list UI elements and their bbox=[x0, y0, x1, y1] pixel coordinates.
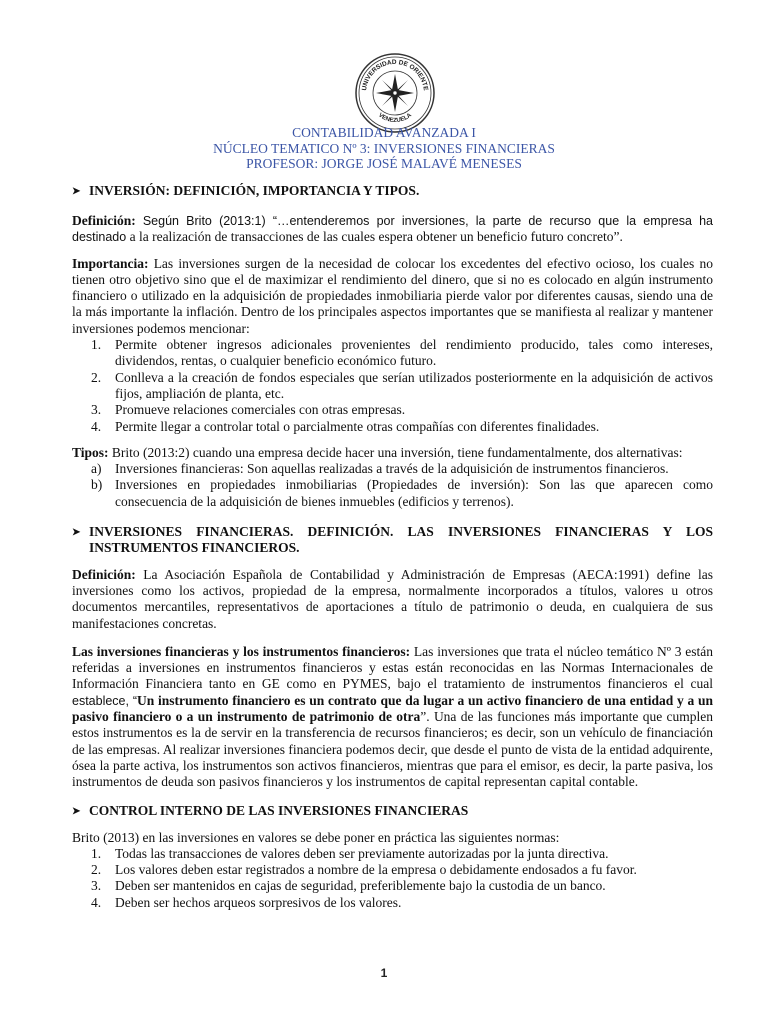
document-header bbox=[0, 125, 768, 172]
list-item bbox=[72, 402, 713, 418]
topic-title: NÚCLEO TEMATICO Nº 3: INVERSIONES FINANCIERAS bbox=[213, 140, 555, 156]
definition-label: Definición: bbox=[72, 566, 136, 582]
types-label: Tipos: bbox=[72, 444, 109, 460]
course-title: CONTABILIDAD AVANZADA I bbox=[292, 125, 476, 140]
instruments-paragraph bbox=[72, 644, 713, 791]
control-list bbox=[72, 846, 713, 911]
arrow-bullet-icon: ➤ bbox=[72, 527, 81, 539]
list-item-number: 1. bbox=[91, 845, 102, 861]
list-item bbox=[72, 895, 713, 911]
definition-paragraph bbox=[72, 567, 713, 632]
instruments-label: Las inversiones financieras y los instrumentos financieros: bbox=[72, 643, 411, 659]
section-title: INVERSIÓN: DEFINICIÓN, IMPORTANCIA Y TIPOS. bbox=[89, 183, 420, 198]
instruments-text-continued: ”. Una de las funciones más importante que cumplen estos instrumentos es la de servir en la transferencia de recursos financieros; es decir, son un vehículo de financiación de las empresas. Al realizar inversiones financiera podemos decir, que desde el punto de vista de la entidad adquirente, ósea la parte activa, los instrumentos son activos financieros, mientras que para el emisor, es decir, la parte pasiva, los instrumentos de deuda son pasivos financieros y los instrumentos de capital representan capital contable. bbox=[72, 709, 713, 790]
arrow-bullet-icon: ➤ bbox=[72, 805, 81, 817]
list-item-text: Todas las transacciones de valores deben ser previamente autorizadas por la junta directiva. bbox=[115, 845, 609, 861]
list-item bbox=[72, 419, 713, 435]
list-item bbox=[72, 862, 713, 878]
university-seal-icon bbox=[354, 52, 436, 134]
list-item bbox=[72, 337, 713, 370]
control-intro: Brito (2013) en las inversiones en valores se debe poner en práctica las siguientes normas: bbox=[72, 829, 560, 845]
instruments-text-sans: establece, “ bbox=[72, 693, 137, 708]
list-item-number: 1. bbox=[91, 337, 102, 353]
list-item bbox=[72, 878, 713, 894]
importance-list bbox=[72, 337, 713, 435]
list-item-text: Deben ser mantenidos en cajas de seguridad, preferiblemente bajo la custodia de un banco. bbox=[115, 878, 606, 894]
section-heading bbox=[72, 803, 713, 820]
list-item-text: Permite llegar a controlar total o parcialmente otras compañías con diferentes finalidades. bbox=[115, 418, 600, 434]
importance-text: Las inversiones surgen de la necesidad de colocar los excedentes del efectivo ocioso, los cuales no tienen otro objetivo sino que el de maximizar el rendimiento del dinero, que si no es colocado en algún instrumento financiero o utilizado en la adquisición de propiedades inmobiliaria pierde valor por diferentes causas, siendo una de la más importante la inflación. Dentro de los principales aspectos importantes que se manifiesta al realizar y mantener inversiones podemos mencionar: bbox=[72, 255, 713, 336]
list-item-text: Promueve relaciones comerciales con otras empresas. bbox=[115, 402, 406, 418]
section-heading bbox=[72, 524, 713, 557]
list-item-number: b) bbox=[91, 477, 103, 493]
definition-citation: Según Brito (2013:1) “…entenderemos por inversiones, la parte de recurso que la empresa ha destinado bbox=[72, 214, 713, 245]
list-item-text: Inversiones financieras: Son aquellas realizadas a través de la adquisición de instrumentos financieros. bbox=[115, 461, 669, 477]
section-heading bbox=[72, 183, 713, 200]
definition-text: a la realización de transacciones de las cuales espera obtener un beneficio futuro concreto”. bbox=[126, 229, 623, 245]
types-text: Brito (2013:2) cuando una empresa decide hacer una inversión, tiene fundamentalmente, dos alternativas: bbox=[108, 444, 683, 460]
instruments-text: Las inversiones que trata el núcleo temático Nº 3 están referidas a inversiones en instrumentos financieros y estas están reconocidas en las Normas Internacionales de Información Financiera tanto en GE como en PYMES, bajo el tratamiento de instrumentos financieros el cual bbox=[72, 643, 713, 692]
list-item-number: 3. bbox=[91, 402, 102, 418]
list-item-text: Inversiones en propiedades inmobiliarias (Propiedades de inversión): Son las que aparecen como consecuencia de la adquisición de bienes inmuebles (edificios y terrenos). bbox=[115, 477, 713, 509]
importance-paragraph bbox=[72, 256, 713, 337]
professor-name: PROFESOR: JORGE JOSÉ MALAVÉ MENESES bbox=[246, 156, 522, 171]
definition-paragraph bbox=[72, 213, 713, 246]
instrument-definition-quote: Un instrumento financiero es un contrato que da lugar a un activo financiero de una entidad y a un pasivo financiero o a un instrumento de patrimonio de otra bbox=[72, 692, 713, 725]
definition-text: La Asociación Española de Contabilidad y Administración de Empresas (AECA:1991) define las inversiones como los activos, propiedad de la empresa, normalmente incorporados a títulos, valores u otros documentos mercantiles, representativos de aportaciones a título de patrimonio o deuda, en cualquiera de sus manifestaciones concretas. bbox=[72, 566, 713, 631]
list-item-number: 2. bbox=[91, 862, 102, 878]
list-item-number: 3. bbox=[91, 878, 102, 894]
list-item-text: Conlleva a la creación de fondos especiales que serían utilizados posteriormente en la adquisición de activos fijos, ampliación de planta, etc. bbox=[115, 369, 713, 401]
list-item bbox=[72, 846, 713, 862]
svg-text:VENEZUELA bbox=[377, 112, 413, 124]
types-paragraph bbox=[72, 445, 713, 461]
list-item bbox=[72, 370, 713, 403]
document-body bbox=[72, 183, 713, 921]
list-item-text: Permite obtener ingresos adicionales provenientes del rendimiento producido, tales como intereses, dividendos, rentas, o cualquier beneficio económico futuro. bbox=[115, 337, 713, 369]
list-item-number: 2. bbox=[91, 369, 102, 385]
seal-text-bottom: VENEZUELA bbox=[377, 112, 413, 125]
arrow-bullet-icon: ➤ bbox=[72, 186, 81, 197]
types-list bbox=[72, 461, 713, 510]
section-title: INVERSIONES FINANCIERAS. DEFINICIÓN. LAS INVERSIONES FINANCIERAS Y LOS INSTRUMENTOS FINANCIEROS. bbox=[89, 524, 713, 556]
list-item bbox=[72, 461, 713, 477]
section-title: CONTROL INTERNO DE LAS INVERSIONES FINANCIERAS bbox=[89, 802, 469, 818]
list-item-number: 4. bbox=[91, 894, 102, 910]
seal-text-top: UNIVERSIDAD DE ORIENTE bbox=[361, 58, 429, 92]
list-item bbox=[72, 477, 713, 510]
page-number: 1 bbox=[380, 966, 388, 980]
list-item-text: Los valores deben estar registrados a nombre de la empresa o debidamente endosados a fu favor. bbox=[115, 862, 637, 878]
list-item-number: 4. bbox=[91, 418, 102, 434]
list-item-text: Deben ser hechos arqueos sorpresivos de los valores. bbox=[115, 894, 402, 910]
importance-label: Importancia: bbox=[72, 255, 149, 271]
definition-label: Definición: bbox=[72, 213, 136, 228]
list-item-number: a) bbox=[91, 461, 102, 477]
